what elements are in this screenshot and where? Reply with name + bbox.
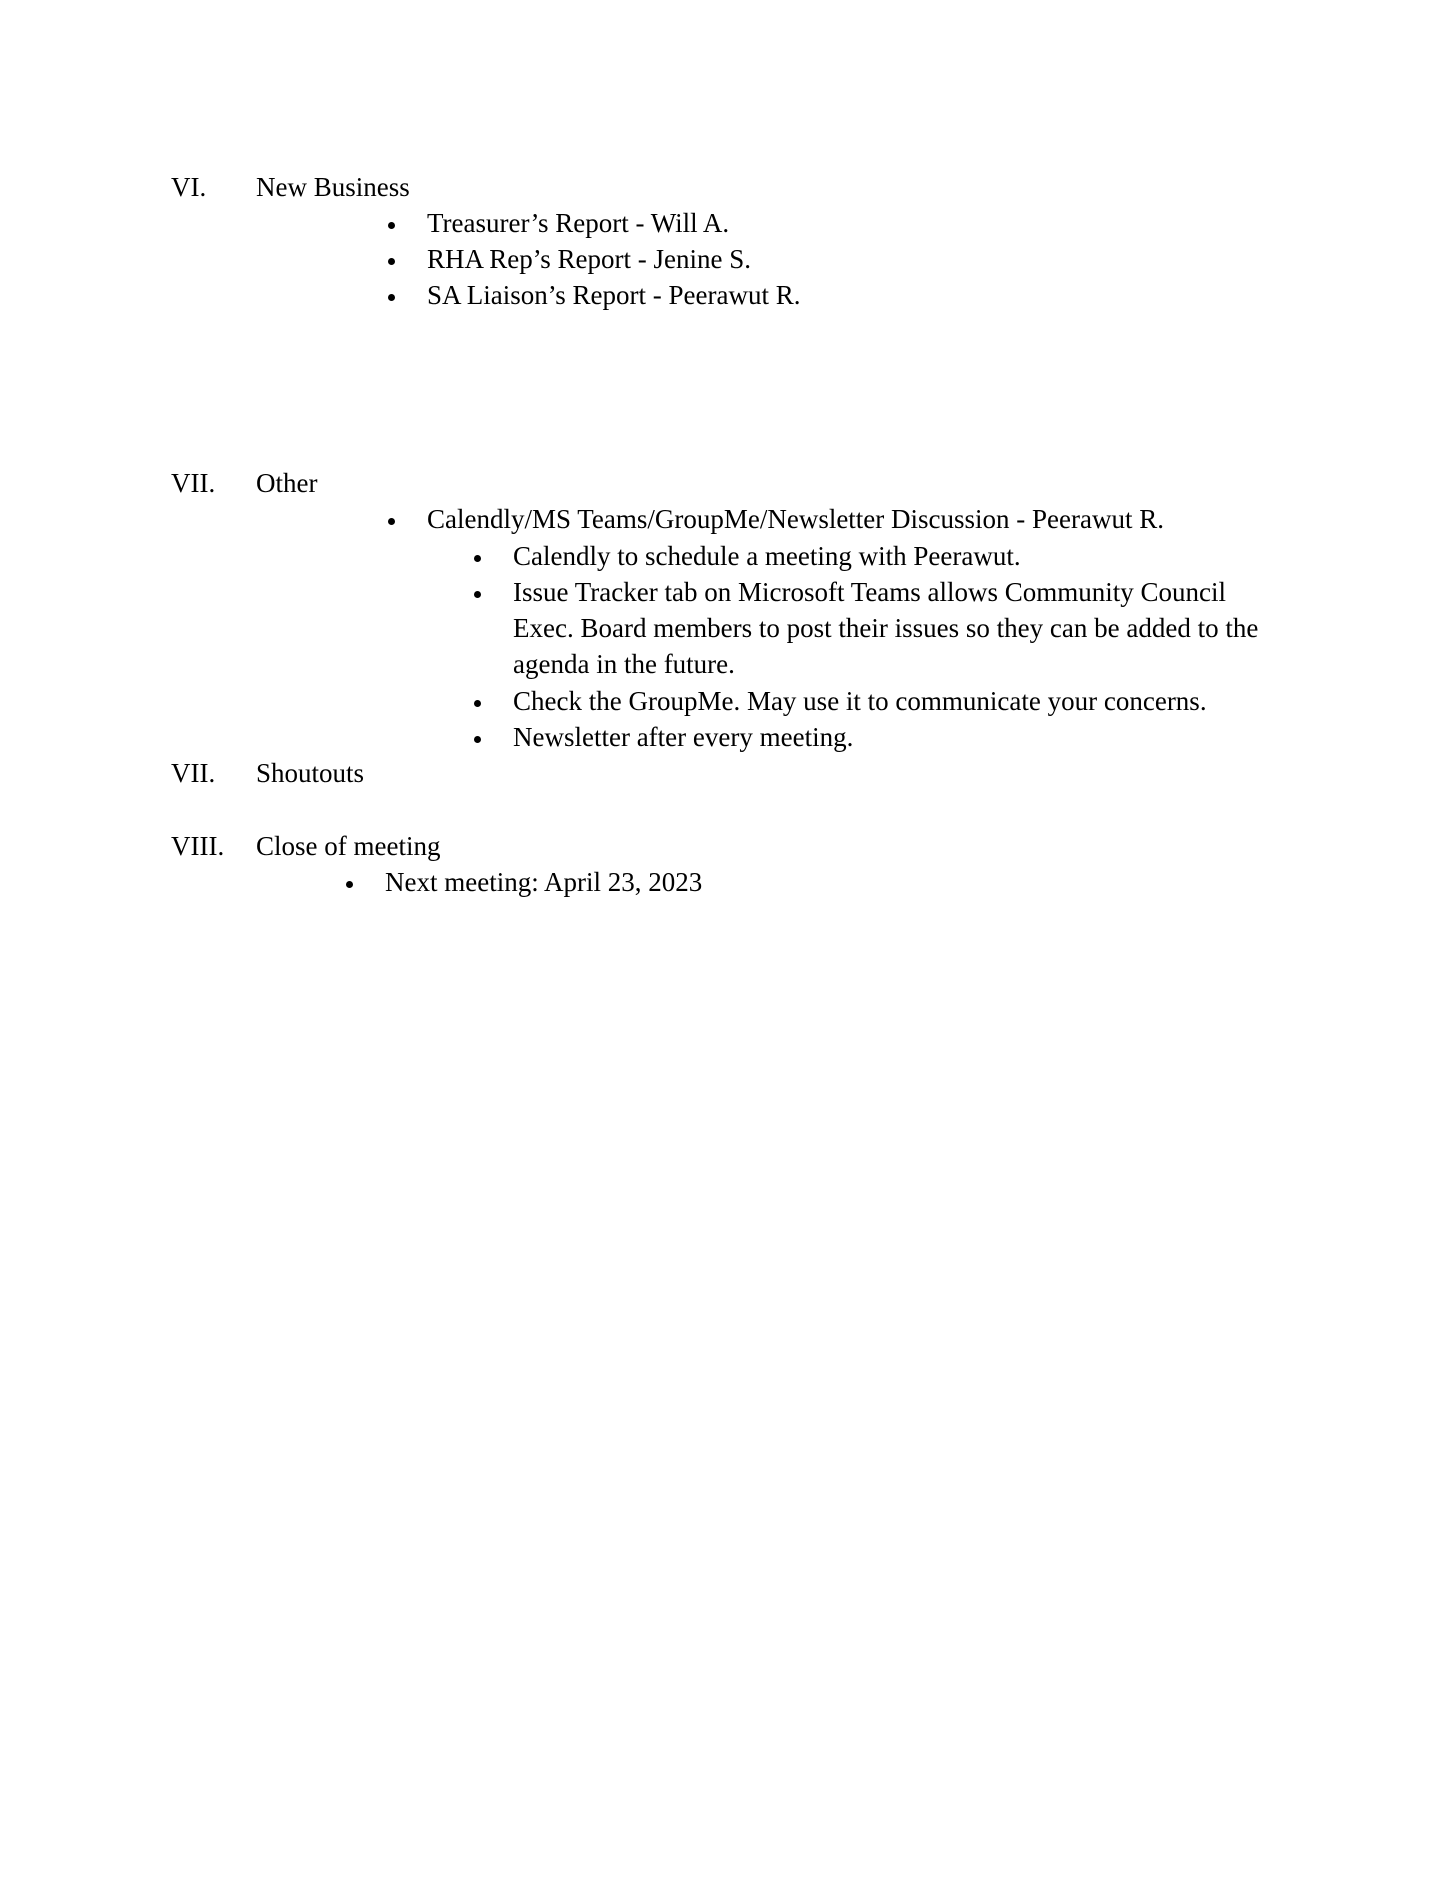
bullet-icon bbox=[474, 736, 481, 743]
bullet-icon bbox=[388, 222, 395, 229]
bullet-icon bbox=[388, 258, 395, 265]
sub-list-item-text: Newsletter after every meeting. bbox=[513, 722, 854, 752]
bullet-icon bbox=[388, 294, 395, 301]
next-meeting-text: Next meeting: April 23, 2023 bbox=[385, 867, 703, 897]
sub-list-item-text: Check the GroupMe. May use it to communicate your concerns. bbox=[513, 686, 1207, 716]
bullet-icon bbox=[474, 700, 481, 707]
list-item-text: SA Liaison’s Report - Peerawut R. bbox=[427, 280, 801, 310]
sub-list-item-text: Calendly to schedule a meeting with Peerawut. bbox=[513, 541, 1021, 571]
section-numeral: VI. bbox=[171, 172, 207, 202]
bullet-icon bbox=[474, 555, 481, 562]
section-title: Other bbox=[256, 468, 318, 498]
section-numeral: VIII. bbox=[171, 831, 225, 861]
list-item-text: Calendly/MS Teams/GroupMe/Newsletter Discussion - Peerawut R. bbox=[427, 504, 1165, 534]
section-numeral: VII. bbox=[171, 468, 216, 498]
section-title: Close of meeting bbox=[256, 831, 441, 861]
section-title: Shoutouts bbox=[256, 758, 365, 788]
bullet-icon bbox=[474, 591, 481, 598]
list-item-text: Treasurer’s Report - Will A. bbox=[427, 208, 730, 238]
section-numeral: VII. bbox=[171, 758, 216, 788]
section-title: New Business bbox=[256, 172, 410, 202]
bullet-icon bbox=[388, 518, 395, 525]
list-item-text: RHA Rep’s Report - Jenine S. bbox=[427, 244, 751, 274]
sub-list-item-text: Issue Tracker tab on Microsoft Teams allows Community Council Exec. Board members to post their issues so they can be added to the agenda in the future. bbox=[513, 577, 1259, 679]
bullet-icon bbox=[346, 881, 353, 888]
